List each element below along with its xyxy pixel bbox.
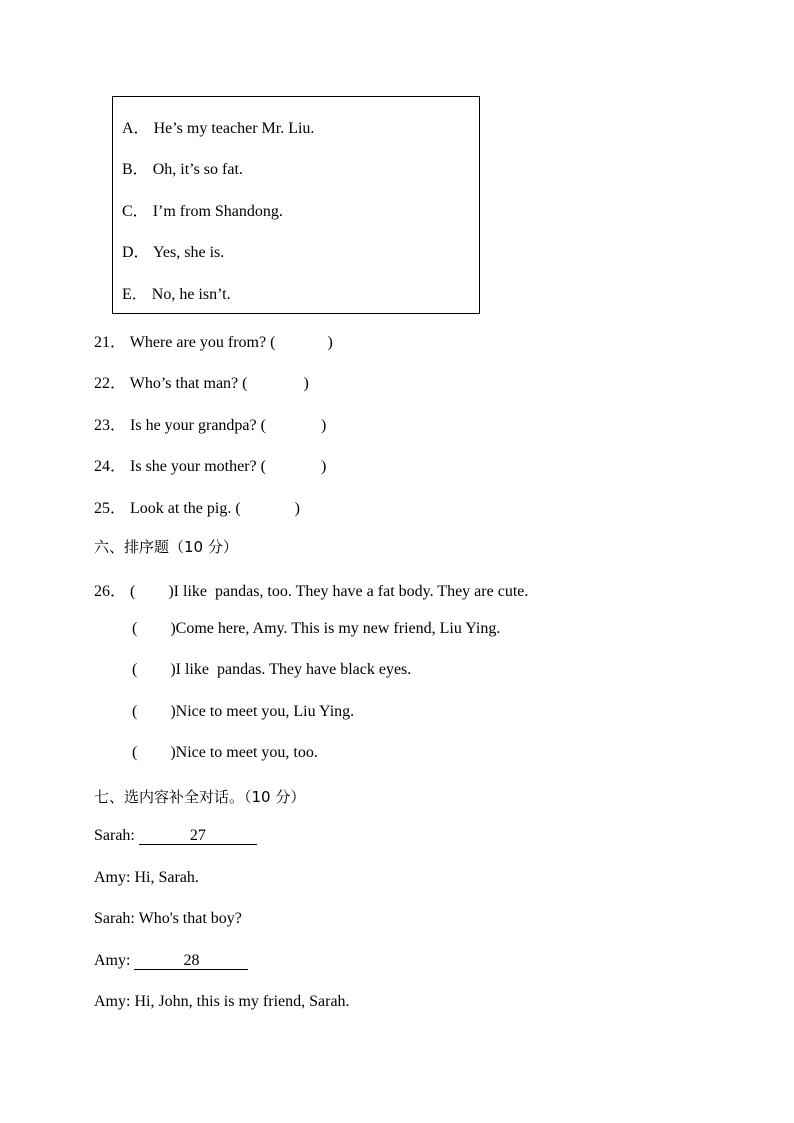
ordering-item [94,578,528,601]
ordering-item [132,620,500,638]
option-letter: A． [122,120,150,137]
question-text: Where are you from? ( [129,334,276,351]
order-close-paren: ) [170,661,176,678]
option-letter: C． [122,203,149,220]
question-text: Is she your mother? ( [130,458,266,475]
speaker: Amy: [94,952,131,969]
question-number: 22． [94,375,127,392]
dialogue-blank[interactable]: 28 [134,953,248,970]
question-22 [94,370,309,393]
question-24 [94,453,326,476]
order-open-paren: ( [130,583,136,600]
ordering-item [132,744,318,762]
option-letter: B． [122,161,149,178]
option-a [122,115,314,138]
option-letter: D． [122,244,150,261]
question-text: Is he your grandpa? ( [130,417,266,434]
order-close-paren: ) [170,744,176,761]
option-e [122,281,231,304]
question-number: 23． [94,417,127,434]
dialogue-blank[interactable]: 27 [139,828,257,845]
option-text: Yes, she is. [152,244,225,261]
dialogue-text: Who's that boy? [138,910,242,927]
question-number: 25． [94,500,127,517]
question-close-paren: ) [294,500,300,517]
dialogue-text: Hi, John, this is my friend, Sarah. [134,993,350,1010]
speaker: Sarah: [94,910,135,927]
question-number: 24． [94,458,127,475]
option-letter: E． [122,286,148,303]
option-text: No, he isn’t. [151,286,231,303]
question-text: Look at the pig. ( [130,500,241,517]
order-sentence: Nice to meet you, too. [175,744,318,761]
question-close-paren: ) [320,417,327,434]
question-close-paren: ) [327,334,333,351]
option-b [122,156,243,179]
dialogue-text: Hi, Sarah. [134,869,199,886]
order-open-paren: ( [132,703,138,720]
order-sentence: Come here, Amy. This is my new friend, Liu Ying. [175,620,501,637]
option-text: I’m from Shandong. [152,203,283,220]
ordering-item [132,661,411,679]
speaker: Sarah: [94,827,135,844]
dialogue-line [94,827,257,845]
order-close-paren: ) [170,620,176,637]
question-25 [94,495,300,518]
option-text: Oh, it’s so fat. [152,161,243,178]
question-23 [94,412,326,435]
order-close-paren: ) [170,703,176,720]
order-sentence: I like pandas, too. They have a fat body. They are cute. [173,583,529,600]
question-number: 26． [94,583,127,600]
dialogue-line [94,993,350,1011]
question-close-paren: ) [303,375,309,392]
ordering-item [132,703,354,721]
section-7-heading: 七、选内容补全对话。（10 分） [94,788,306,806]
option-text: He’s my teacher Mr. Liu. [153,120,315,137]
option-c [122,198,283,221]
dialogue-line [94,869,199,887]
order-open-paren: ( [132,661,138,678]
question-text: Who’s that man? ( [129,375,248,392]
speaker: Amy: [94,993,131,1010]
dialogue-line [94,952,248,970]
question-number: 21． [94,334,127,351]
dialogue-line [94,910,242,928]
question-close-paren: ) [320,458,327,475]
order-sentence: Nice to meet you, Liu Ying. [175,703,355,720]
order-close-paren: ) [168,583,174,600]
order-open-paren: ( [132,744,138,761]
order-sentence: I like pandas. They have black eyes. [175,661,412,678]
order-open-paren: ( [132,620,138,637]
option-d [122,239,224,262]
speaker: Amy: [94,869,131,886]
section-6-heading: 六、排序题（10 分） [94,538,238,556]
options-box [112,96,480,314]
question-21 [94,329,333,352]
